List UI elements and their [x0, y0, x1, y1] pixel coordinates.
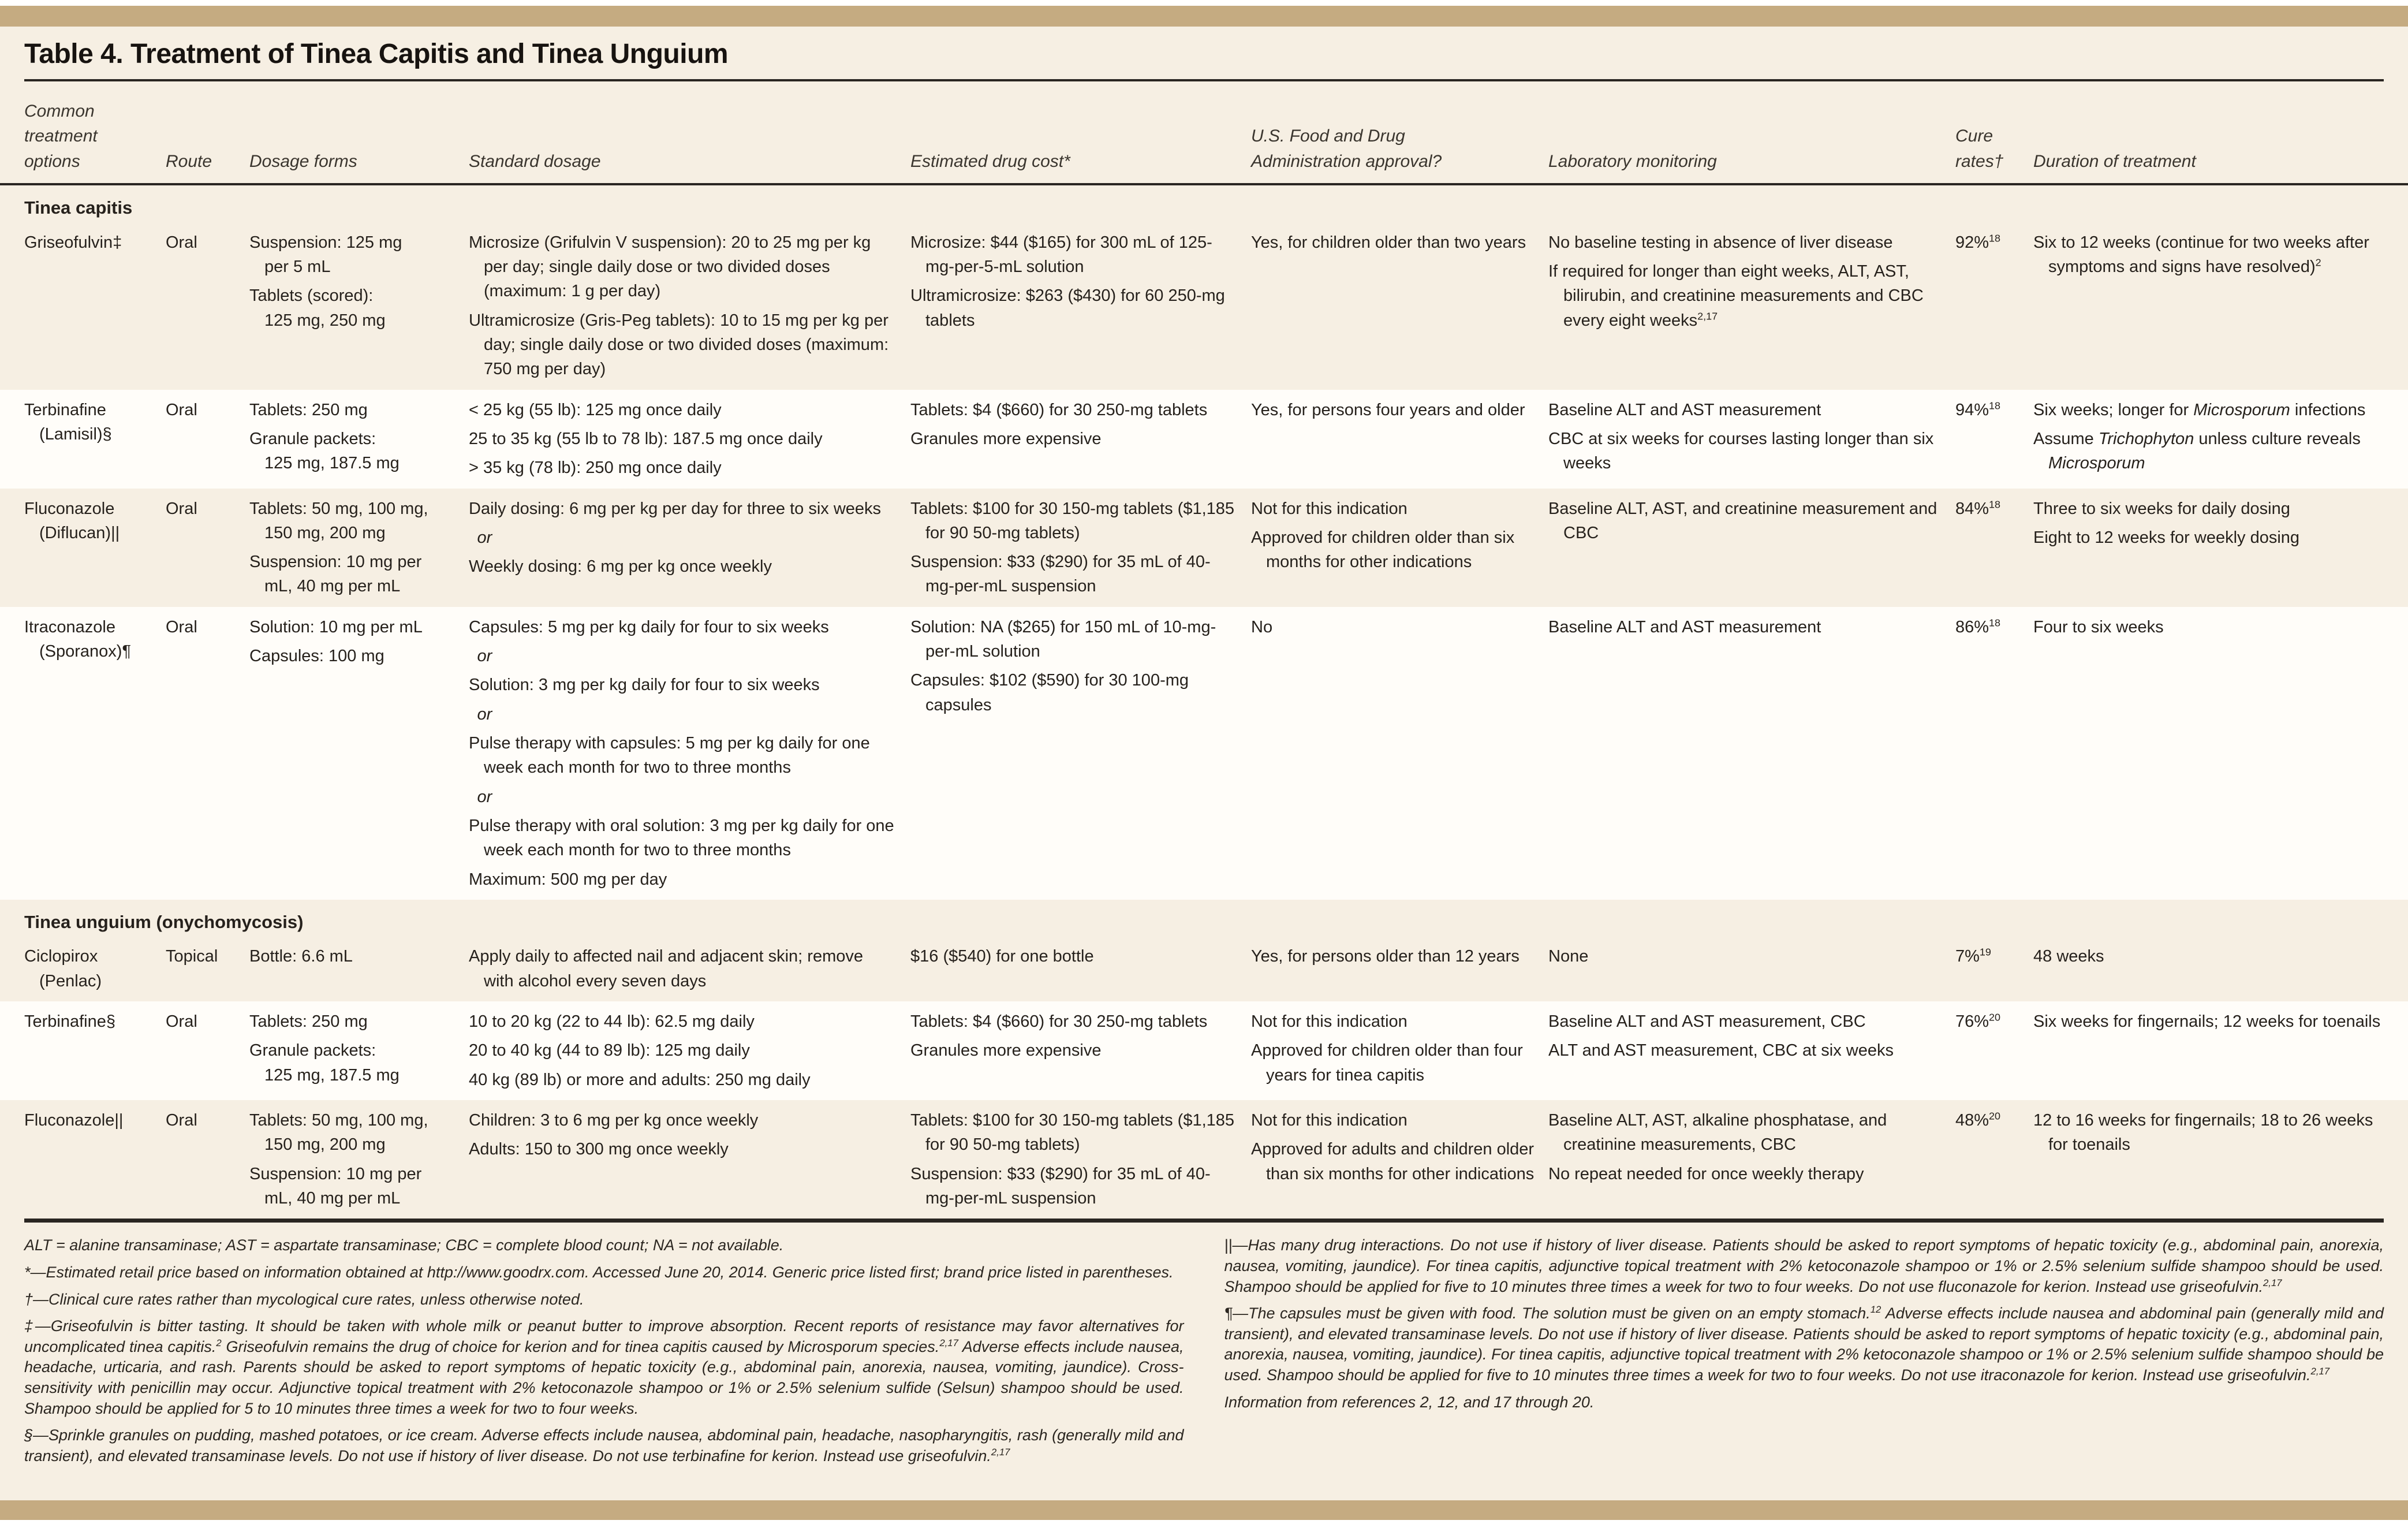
cell-text: Suspension: 10 mg per mL, 40 mg per mL [249, 553, 422, 596]
cell-text: 86%$^{18}$ [1955, 617, 2001, 636]
cell-text: Capsules: 100 mg [249, 647, 384, 666]
cell-text: Four to six weeks [2033, 617, 2164, 636]
cell-name [0, 390, 166, 489]
column-header: Laboratory monitoring [1548, 81, 1955, 185]
cell-text: Terbinafine§ [24, 1012, 115, 1031]
cell-text: Microsize: $44 ($165) for 300 mL of 125-mg-per-5-mL solution [910, 233, 1212, 276]
cell-name [0, 936, 166, 1001]
cell-fda [1251, 936, 1548, 1001]
cell-text: Tablets: 250 mg [249, 1012, 368, 1031]
cell-text: 84%$^{18}$ [1955, 498, 2001, 518]
cell-text: Solution: 3 mg per kg daily for four to six weeks [469, 676, 820, 695]
cell-text: Oral [166, 1012, 197, 1031]
cell-text: Microsize (Grifulvin V suspension): 20 to 25 mg per kg per day; single daily dose or two divided doses (maximum: 1 g per day) [469, 233, 871, 301]
cell-text: Suspension: $33 ($290) for 35 mL of 40-mg-per-mL suspension [910, 1164, 1211, 1208]
cell-text: No repeat needed for once weekly therapy [1548, 1164, 1864, 1183]
cell-forms [249, 489, 469, 607]
cell-cure [1955, 607, 2033, 900]
cell-text: Baseline ALT and AST measurement [1548, 617, 1821, 636]
cell-text: Apply daily to affected nail and adjacent skin; remove with alcohol every seven days [469, 947, 863, 990]
cell-lab [1548, 1100, 1955, 1219]
cell-text: Itraconazole (Sporanox)¶ [24, 617, 132, 661]
cell-text: 48 weeks [2033, 947, 2104, 966]
cell-text: Granules more expensive [910, 429, 1102, 448]
cell-text: Daily dosing: 6 mg per kg per day for three to six weeks [469, 499, 882, 518]
cell-cost [910, 607, 1251, 900]
cell-text: Six weeks for fingernails; 12 weeks for toenails [2033, 1012, 2381, 1031]
cell-text: Approved for children older than four years for tinea capitis [1251, 1041, 1523, 1085]
cell-dosage [469, 390, 910, 489]
cell-name [0, 222, 166, 390]
cell-fda [1251, 607, 1548, 900]
cell-text: Capsules: $102 ($590) for 30 100-mg capsules [910, 671, 1189, 714]
column-header: Estimated drug cost* [910, 81, 1251, 185]
cell-duration [2033, 222, 2408, 390]
cell-text: Baseline ALT, AST, and creatinine measurement and CBC [1548, 499, 1937, 542]
cell-text: Weekly dosing: 6 mg per kg once weekly [469, 557, 772, 576]
cell-dosage [469, 607, 910, 900]
cell-text: Ultramicrosize (Gris-Peg tablets): 10 to 15 mg per kg per day; single daily dose or two divided doses (maximum: 750 mg per day) [469, 311, 889, 379]
cell-lab [1548, 390, 1955, 489]
cell-text: Tablets (scored): 125 mg, 250 mg [249, 286, 386, 330]
cell-text: If required for longer than eight weeks, ALT, AST, bilirubin, and creatinine measurements and CBC every eight weeks$^{2,17}$ [1548, 262, 1924, 330]
cell-route [166, 1001, 249, 1100]
cell-duration [2033, 1001, 2408, 1100]
cell-cost [910, 222, 1251, 390]
cell-text: Oral [166, 1111, 197, 1130]
cell-text: Yes, for children older than two years [1251, 233, 1526, 252]
cell-route [166, 1100, 249, 1219]
cell-text: Pulse therapy with capsules: 5 mg per kg daily for one week each month for two to three months [469, 734, 870, 777]
cell-cost [910, 489, 1251, 607]
cell-name [0, 489, 166, 607]
section-header-row [0, 900, 2408, 936]
cell-lab [1548, 607, 1955, 900]
column-header: U.S. Food and Drug Administration approval? [1251, 81, 1548, 185]
cell-text: ALT and AST measurement, CBC at six weeks [1548, 1041, 1894, 1060]
cell-text: Terbinafine (Lamisil)§ [24, 400, 112, 444]
cell-text: Oral [166, 499, 197, 518]
cell-duration [2033, 1100, 2408, 1219]
table-row [0, 1100, 2408, 1219]
cell-text: Maximum: 500 mg per day [469, 870, 667, 889]
cell-text: Six to 12 weeks (continue for two weeks after symptoms and signs have resolved)$^2$ [2033, 233, 2369, 276]
cell-text: Ultramicrosize: $263 ($430) for 60 250-mg tablets [910, 286, 1225, 330]
cell-text: Eight to 12 weeks for weekly dosing [2033, 528, 2300, 547]
cell-text: 94%$^{18}$ [1955, 399, 2001, 419]
table-row [0, 1001, 2408, 1100]
cell-text: Adults: 150 to 300 mg once weekly [469, 1140, 729, 1159]
cell-cost [910, 390, 1251, 489]
cell-forms [249, 1100, 469, 1219]
cell-text: No baseline testing in absence of liver disease [1548, 233, 1893, 252]
footnote-text: ¶—The capsules must be given with food. The solution must be given on an empty stomach.$^{12}$ Adverse effects include nausea and abdominal pain (generally mild and transient), and elevated transaminase levels. Do not use if history of liver disease. Patients should be asked to report symptoms of hepatic toxicity (e.g., abdominal pain, anorexia, nausea, vomiting, jaundice). For tinea capitis, adjunctive topical treatment with 2% ketoconazole shampoo or 1% or 2.5% selenium sulfide shampoo should be used. Shampoo should be applied for five to 10 minutes three times a week for two to four weeks. Do not use itraconazole for kerion. Instead use griseofulvin.$^{2,17}$ [1224, 1304, 2384, 1384]
cell-text: Baseline ALT and AST measurement [1548, 400, 1821, 419]
footnote-text: †—Clinical cure rates rather than mycological cure rates, unless otherwise noted. [24, 1290, 584, 1308]
cell-text: Fluconazole|| [24, 1111, 124, 1130]
footnote-text: ALT = alanine transaminase; AST = aspartate transaminase; CBC = complete blood count; NA = not available. [24, 1236, 784, 1254]
cell-text: Suspension: 10 mg per mL, 40 mg per mL [249, 1164, 422, 1208]
cell-cure [1955, 1001, 2033, 1100]
cell-text: Oral [166, 617, 197, 636]
cell-lab [1548, 222, 1955, 390]
cell-forms [249, 1001, 469, 1100]
table-row [0, 222, 2408, 390]
cell-route [166, 489, 249, 607]
cell-lab [1548, 936, 1955, 1001]
cell-route [166, 936, 249, 1001]
treatment-table [0, 81, 2408, 1219]
cell-text: Six weeks; longer for Microsporum infections [2033, 400, 2366, 419]
cell-fda [1251, 390, 1548, 489]
cell-dosage [469, 489, 910, 607]
footnotes-left-column [24, 1235, 1184, 1473]
cell-text: Not for this indication [1251, 1012, 1408, 1031]
cell-route [166, 607, 249, 900]
top-margin-strip [0, 0, 2408, 6]
cell-text: or [477, 647, 492, 666]
cell-text: Approved for adults and children older than six months for other indications [1251, 1140, 1535, 1183]
cell-text: Tablets: $100 for 30 150-mg tablets ($1,185 for 90 50-mg tablets) [910, 499, 1235, 542]
section-header-row [0, 184, 2408, 222]
cell-text: Tablets: $100 for 30 150-mg tablets ($1,185 for 90 50-mg tablets) [910, 1111, 1235, 1154]
table-header-row [0, 81, 2408, 185]
cell-text: 48%$^{20}$ [1955, 1110, 2001, 1130]
column-header: Route [166, 81, 249, 185]
cell-text: Yes, for persons four years and older [1251, 400, 1525, 419]
cell-cure [1955, 489, 2033, 607]
cell-text: Baseline ALT, AST, alkaline phosphatase, and creatinine measurements, CBC [1548, 1111, 1887, 1154]
footnote-text: §—Sprinkle granules on pudding, mashed potatoes, or ice cream. Adverse effects include nausea, abdominal pain, headache, nasopharyngitis, rash (generally mild and transient), and elevated transaminase levels. Do not use if history of liver disease. Do not use terbinafine for kerion. Instead use griseofulvin.$^{2,17}$ [24, 1426, 1184, 1465]
cell-text: Bottle: 6.6 mL [249, 947, 353, 966]
cell-lab [1548, 489, 1955, 607]
cell-fda [1251, 489, 1548, 607]
cell-cure [1955, 936, 2033, 1001]
cell-text: Approved for children older than six months for other indications [1251, 528, 1515, 572]
cell-text: Baseline ALT and AST measurement, CBC [1548, 1012, 1866, 1031]
cell-duration [2033, 489, 2408, 607]
cell-text: Granule packets: 125 mg, 187.5 mg [249, 429, 400, 473]
cell-text: < 25 kg (55 lb): 125 mg once daily [469, 400, 722, 419]
cell-text: Solution: NA ($265) for 150 mL of 10-mg-per-mL solution [910, 617, 1216, 661]
footnote-rule [24, 1219, 2384, 1223]
cell-forms [249, 936, 469, 1001]
table-row [0, 489, 2408, 607]
cell-text: 20 to 40 kg (44 to 89 lb): 125 mg daily [469, 1041, 750, 1060]
cell-text: Oral [166, 233, 197, 252]
cell-lab [1548, 1001, 1955, 1100]
cell-text: Yes, for persons older than 12 years [1251, 947, 1520, 966]
footnote-text: Information from references 2, 12, and 17 through 20. [1224, 1393, 1595, 1411]
cell-duration [2033, 607, 2408, 900]
cell-text: or [477, 528, 492, 547]
cell-forms [249, 607, 469, 900]
cell-text: Granules more expensive [910, 1041, 1102, 1060]
cell-cost [910, 1001, 1251, 1100]
cell-text: 40 kg (89 lb) or more and adults: 250 mg daily [469, 1070, 811, 1089]
section-label: Tinea unguium (onychomycosis) [24, 912, 304, 933]
footnote-text: ‡—Griseofulvin is bitter tasting. It should be taken with whole milk or peanut butter to improve absorption. Recent reports of resistance may favor alternatives for uncomplicated tinea capitis.$^2$ Griseofulvin remains the drug of choice for kerion and for tinea capitis caused by Microsporum species.$^{2,17}$ Adverse effects include nausea, headache, urticaria, and rash. Parents should be asked to report symptoms of hepatic toxicity (e.g., abdominal pain, anorexia, nausea, vomiting, jaundice). Cross-sensitivity with penicillin may occur. Adjunctive topical treatment with 2% ketoconazole shampoo or 1% or 2.5% selenium sulfide (Selsun) shampoo should be used. Shampoo should be applied for 5 to 10 minutes three times a week for two to four weeks. [24, 1317, 1184, 1417]
cell-fda [1251, 1100, 1548, 1219]
cell-text: Tablets: 250 mg [249, 400, 368, 419]
cell-text: Griseofulvin‡ [24, 233, 122, 252]
cell-fda [1251, 222, 1548, 390]
cell-route [166, 390, 249, 489]
column-header: Common treatment options [0, 81, 166, 185]
title-area [0, 39, 2408, 70]
cell-text: Capsules: 5 mg per kg daily for four to six weeks [469, 617, 829, 636]
cell-text: Tablets: 50 mg, 100 mg, 150 mg, 200 mg [249, 1111, 428, 1154]
column-header: Standard dosage [469, 81, 910, 185]
cell-text: > 35 kg (78 lb): 250 mg once daily [469, 459, 722, 478]
cell-text: or [477, 705, 492, 724]
table-row [0, 936, 2408, 1001]
column-header: Dosage forms [249, 81, 469, 185]
cell-text: Solution: 10 mg per mL [249, 617, 423, 636]
cell-forms [249, 390, 469, 489]
cell-duration [2033, 936, 2408, 1001]
cell-name [0, 607, 166, 900]
cell-cost [910, 936, 1251, 1001]
cell-dosage [469, 936, 910, 1001]
cell-text: Pulse therapy with oral solution: 3 mg per kg daily for one week each month for two to three months [469, 817, 894, 860]
cell-text: No [1251, 617, 1273, 636]
cell-text: Not for this indication [1251, 1111, 1408, 1130]
cell-text: 12 to 16 weeks for fingernails; 18 to 26 weeks for toenails [2033, 1111, 2373, 1154]
cell-text: Tablets: $4 ($660) for 30 250-mg tablets [910, 1012, 1208, 1031]
cell-text: Oral [166, 400, 197, 419]
cell-text: or [477, 787, 492, 806]
cell-fda [1251, 1001, 1548, 1100]
cell-dosage [469, 222, 910, 390]
cell-text: Fluconazole (Diflucan)|| [24, 499, 120, 542]
cell-text: Assume Trichophyton unless culture reveals Microsporum [2033, 429, 2361, 473]
cell-text: Ciclopirox (Penlac) [24, 947, 102, 990]
cell-text: 76%$^{20}$ [1955, 1011, 2001, 1031]
cell-cost [910, 1100, 1251, 1219]
cell-text: Topical [166, 947, 218, 966]
cell-text: Tablets: $4 ($660) for 30 250-mg tablets [910, 400, 1208, 419]
footnotes [0, 1223, 2408, 1473]
cell-text: 7%$^{19}$ [1955, 946, 1991, 966]
cell-route [166, 222, 249, 390]
cell-text: $16 ($540) for one bottle [910, 947, 1094, 966]
column-header: Cure rates† [1955, 81, 2033, 185]
footnote-text: ||—Has many drug interactions. Do not use if history of liver disease. Patients should be asked to report symptoms of hepatic toxicity (e.g., abdominal pain, anorexia, nausea, vomiting, jaundice). For tinea capitis, adjunctive topical treatment with 2% ketoconazole shampoo or 1% or 2.5% selenium sulfide shampoo should be used. Shampoo should be applied for five to 10 minutes three times a week for two to four weeks. Do not use fluconazole for kerion. Instead use griseofulvin.$^{2,17}$ [1224, 1236, 2384, 1295]
section-label: Tinea capitis [24, 198, 133, 218]
footnotes-right-column [1224, 1235, 2384, 1473]
cell-text: Tablets: 50 mg, 100 mg, 150 mg, 200 mg [249, 499, 428, 542]
bottom-margin-strip [0, 1520, 2408, 1524]
cell-duration [2033, 390, 2408, 489]
table-title: Table 4. Treatment of Tinea Capitis and Tinea Unguium [24, 39, 729, 69]
cell-cure [1955, 390, 2033, 489]
table-row [0, 607, 2408, 900]
cell-text: 25 to 35 kg (55 lb to 78 lb): 187.5 mg once daily [469, 429, 823, 448]
column-header: Duration of treatment [2033, 81, 2408, 185]
cell-text: Suspension: 125 mg per 5 mL [249, 233, 402, 276]
top-accent-bar [0, 6, 2408, 27]
cell-text: None [1548, 947, 1589, 966]
cell-text: Not for this indication [1251, 499, 1408, 518]
cell-text: Suspension: $33 ($290) for 35 mL of 40-mg-per-mL suspension [910, 553, 1211, 596]
cell-text: Granule packets: 125 mg, 187.5 mg [249, 1041, 400, 1085]
cell-text: 10 to 20 kg (22 to 44 lb): 62.5 mg daily [469, 1012, 755, 1031]
cell-name [0, 1100, 166, 1219]
cell-text: CBC at six weeks for courses lasting longer than six weeks [1548, 429, 1934, 473]
cell-text: 92%$^{18}$ [1955, 232, 2001, 252]
bottom-accent-bar [0, 1500, 2408, 1520]
cell-dosage [469, 1001, 910, 1100]
cell-forms [249, 222, 469, 390]
cell-text: Children: 3 to 6 mg per kg once weekly [469, 1111, 759, 1130]
footnote-text: *—Estimated retail price based on information obtained at http://www.goodrx.com. Accessed June 20, 2014. Generic price listed first; brand price listed in parentheses. [24, 1263, 1174, 1281]
cell-cure [1955, 1100, 2033, 1219]
cell-text: Three to six weeks for daily dosing [2033, 499, 2290, 518]
cell-dosage [469, 1100, 910, 1219]
table-row [0, 390, 2408, 489]
cell-cure [1955, 222, 2033, 390]
cell-name [0, 1001, 166, 1100]
